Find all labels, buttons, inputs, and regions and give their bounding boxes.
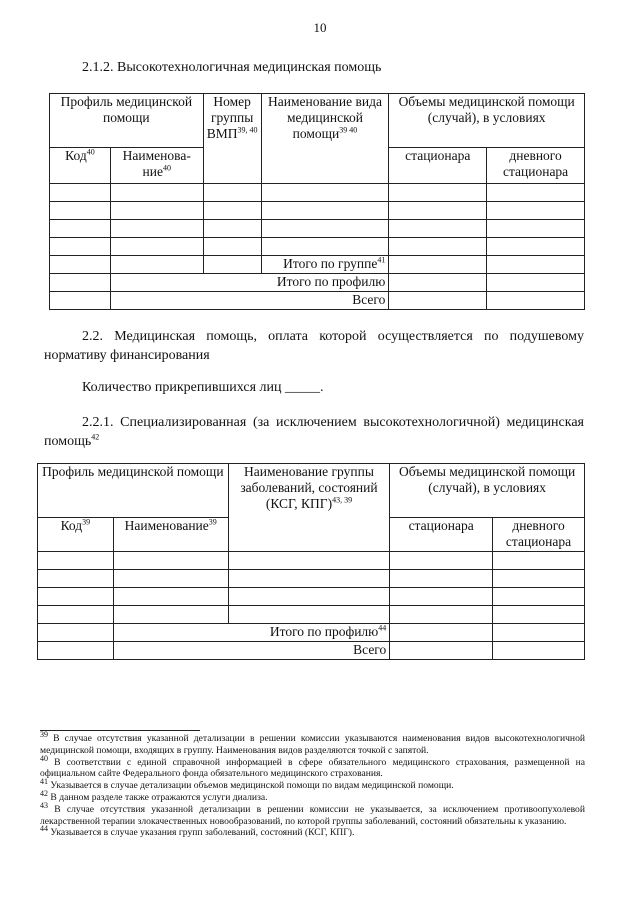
header-volumes: Объемы медицинской помощи (случай), в условиях — [390, 464, 585, 518]
total-profile-row — [38, 624, 585, 642]
total-all-row — [38, 642, 585, 660]
page-number: 10 — [313, 20, 327, 35]
footnote-40: $^{40}$ В соответствии с единой справочной информацией в сфере обязательного медицинского страхования, размещенной на официальном сайте Федерального фонда обязательного медицинского страхования. — [40, 753, 585, 780]
total-profile-label: Итого по профилю — [110, 274, 389, 292]
footnote-39: $^{39}$ В случае отсутствия указанной детализации в решении комиссии указываются наименования видов высокотехнологичной медицинской помощи, входящих в группу. Наименования видов разделяются точкой с запятой. — [40, 729, 585, 756]
total-profile-label: Итого по профилю$^{44}$ — [113, 624, 390, 642]
table-row — [50, 238, 585, 256]
footnote-41: $^{41}$ Указывается в случае детализации объемов медицинской помощи по видам медицинской помощи. — [40, 777, 454, 792]
vmp-table — [49, 93, 585, 310]
header-vmp-group: Номер группы ВМП$^{39, 40}$ — [203, 94, 261, 184]
total-group-row — [50, 256, 585, 274]
header-volumes: Объемы медицинской помощи (случай), в условиях — [389, 94, 585, 148]
header-disease-group: Наименование группы заболеваний, состояний (КСГ, КПГ)$^{43, 39}$ — [228, 464, 390, 552]
table-row — [38, 570, 585, 588]
section-heading-capitation: 2.2. Медицинская помощь, оплата которой осуществляется по подушевому нормативу финансирования — [44, 329, 584, 363]
table-row — [38, 588, 585, 606]
section-heading-vmp: 2.1.2. Высокотехнологичная медицинская помощь — [82, 60, 382, 75]
total-all-row — [50, 292, 585, 310]
specialized-table — [37, 463, 585, 660]
header-inpatient: стационара — [389, 148, 487, 184]
footnote-43: $^{43}$ В случае отсутствия указанной детализации в решении комиссии не указывается, за исключением противоопухолевой лекарственной терапии злокачественных новообразований, по которой группы заболеваний, состояний обязательны к указанию. — [40, 800, 585, 827]
header-name: Наименование$^{39}$ — [113, 518, 228, 552]
table-row — [38, 552, 585, 570]
header-code: Код$^{40}$ — [50, 148, 111, 184]
total-all-label: Всего — [110, 292, 389, 310]
total-profile-row — [50, 274, 585, 292]
section-heading-specialized: 2.2.1. Специализированная (за исключением высокотехнологичной) медицинская помощь$^{42}$ — [44, 415, 584, 449]
total-group-label: Итого по группе$^{41}$ — [261, 256, 389, 274]
table-row — [50, 202, 585, 220]
header-profile: Профиль медицинской помощи — [50, 94, 204, 148]
attached-persons-count: Количество прикрепившихся лиц _____. — [82, 380, 324, 395]
header-care-type: Наименование вида медицинской помощи$^{39 40}$ — [261, 94, 389, 184]
table-row — [50, 220, 585, 238]
footnote-44: $^{44}$ Указывается в случае указания групп заболеваний, состояний (КСГ, КПГ). — [40, 824, 355, 839]
header-day-hospital: дневного стационара — [487, 148, 585, 184]
total-all-label: Всего — [113, 642, 390, 660]
footnote-42: $^{42}$ В данном разделе также отражаются услуги диализа. — [40, 788, 268, 803]
footnote-divider — [40, 730, 200, 731]
table-row — [50, 184, 585, 202]
header-profile: Профиль медицинской помощи — [38, 464, 229, 518]
header-name: Наименова-ние$^{40}$ — [110, 148, 203, 184]
footnotes — [40, 729, 585, 839]
header-inpatient: стационара — [390, 518, 493, 552]
table-row — [38, 606, 585, 624]
header-day-hospital: дневного стационара — [493, 518, 585, 552]
header-code: Код$^{39}$ — [38, 518, 114, 552]
